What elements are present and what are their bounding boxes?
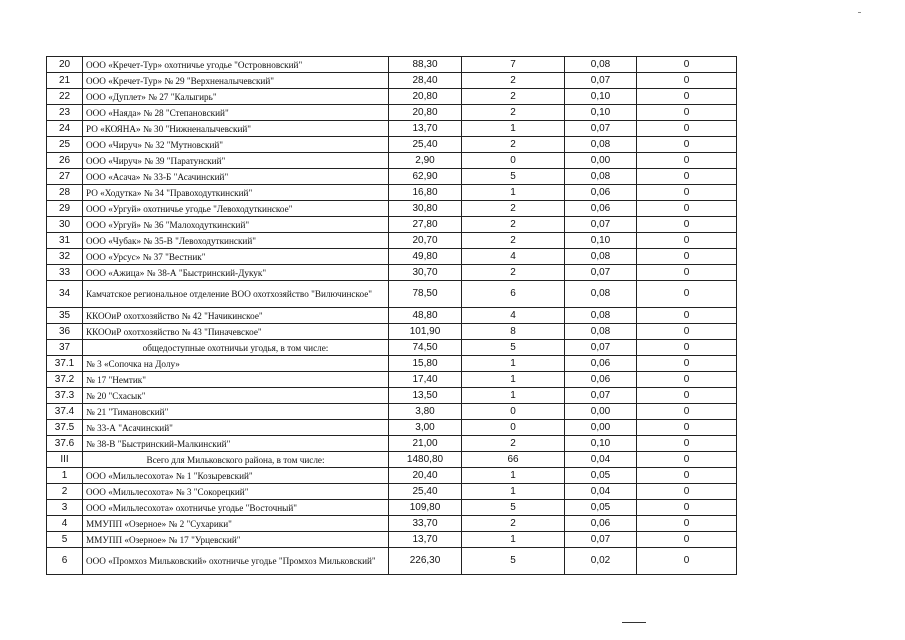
row-area: 27,80 [389,217,462,233]
row-number: 30 [47,217,83,233]
table-row [47,484,737,500]
row-quota: 0 [637,500,737,516]
row-count: 8 [462,324,565,340]
row-count: 1 [462,388,565,404]
table-row [47,324,737,340]
row-quota: 0 [637,201,737,217]
table-row [47,404,737,420]
row-number: 28 [47,185,83,201]
row-area: 88,30 [389,57,462,73]
scan-speck [858,12,861,13]
table-row [47,388,737,404]
row-area: 3,00 [389,420,462,436]
row-count: 2 [462,201,565,217]
row-quota: 0 [637,105,737,121]
row-count: 1 [462,185,565,201]
row-name: ООО «Чубак» № 35-В "Левоходуткинский" [83,233,389,249]
row-count: 5 [462,500,565,516]
hunting-grounds-table [46,56,737,575]
row-density: 0,06 [565,201,637,217]
row-density: 0,08 [565,137,637,153]
table-row [47,137,737,153]
row-quota: 0 [637,356,737,372]
row-quota: 0 [637,484,737,500]
row-quota: 0 [637,324,737,340]
row-quota: 0 [637,89,737,105]
row-name: ООО «Ажица» № 38-А "Быстринский-Дукук" [83,265,389,281]
row-area: 49,80 [389,249,462,265]
table-row [47,548,737,575]
table-row [47,372,737,388]
row-quota: 0 [637,233,737,249]
row-count: 5 [462,548,565,575]
row-number: 29 [47,201,83,217]
row-name: № 3 «Сопочка на Долу» [83,356,389,372]
table-row [47,121,737,137]
row-area: 62,90 [389,169,462,185]
row-name: № 17 "Немтик" [83,372,389,388]
row-number: 32 [47,249,83,265]
row-count: 66 [462,452,565,468]
row-density: 0,00 [565,153,637,169]
row-density: 0,08 [565,57,637,73]
row-quota: 0 [637,404,737,420]
table-row [47,532,737,548]
row-number: 37.1 [47,356,83,372]
row-number: 33 [47,265,83,281]
row-count: 2 [462,137,565,153]
row-quota: 0 [637,468,737,484]
row-quota: 0 [637,281,737,308]
table-row [47,420,737,436]
table-row [47,340,737,356]
row-name: ООО «Чируч» № 32 "Мутновский" [83,137,389,153]
row-quota: 0 [637,217,737,233]
table-row [47,500,737,516]
row-quota: 0 [637,121,737,137]
row-density: 0,07 [565,217,637,233]
row-quota: 0 [637,436,737,452]
row-count: 5 [462,169,565,185]
table-row [47,249,737,265]
row-count: 5 [462,340,565,356]
row-area: 13,70 [389,532,462,548]
row-area: 20,40 [389,468,462,484]
row-number: 26 [47,153,83,169]
row-area: 101,90 [389,324,462,340]
row-number: III [47,452,83,468]
table-row [47,105,737,121]
row-density: 0,04 [565,452,637,468]
table-row [47,169,737,185]
row-number: 31 [47,233,83,249]
row-density: 0,07 [565,388,637,404]
row-density: 0,02 [565,548,637,575]
row-quota: 0 [637,265,737,281]
table-row [47,281,737,308]
row-count: 4 [462,308,565,324]
row-quota: 0 [637,372,737,388]
row-density: 0,06 [565,185,637,201]
row-number: 37 [47,340,83,356]
row-number: 20 [47,57,83,73]
row-area: 48,80 [389,308,462,324]
row-density: 0,08 [565,169,637,185]
row-density: 0,10 [565,105,637,121]
table-row [47,468,737,484]
table-row [47,201,737,217]
row-number: 37.3 [47,388,83,404]
row-count: 7 [462,57,565,73]
table-row [47,217,737,233]
row-number: 21 [47,73,83,89]
row-number: 4 [47,516,83,532]
table-row [47,233,737,249]
table-row [47,73,737,89]
row-count: 2 [462,73,565,89]
row-quota: 0 [637,548,737,575]
row-count: 2 [462,436,565,452]
row-area: 13,50 [389,388,462,404]
row-count: 2 [462,265,565,281]
row-density: 0,07 [565,532,637,548]
row-number: 37.2 [47,372,83,388]
row-density: 0,08 [565,249,637,265]
row-area: 78,50 [389,281,462,308]
row-name: ООО «Урсус» № 37 "Вестник" [83,249,389,265]
row-name: Камчатское региональное отделение ВОО охотхозяйство "Вилючинское" [83,281,389,308]
row-count: 2 [462,89,565,105]
row-name: № 38-В "Быстринский-Малкинский" [83,436,389,452]
row-number: 3 [47,500,83,516]
row-area: 28,40 [389,73,462,89]
row-number: 37.6 [47,436,83,452]
row-density: 0,10 [565,89,637,105]
row-density: 0,07 [565,121,637,137]
table-row [47,265,737,281]
row-quota: 0 [637,532,737,548]
row-density: 0,06 [565,516,637,532]
row-area: 74,50 [389,340,462,356]
row-count: 1 [462,121,565,137]
row-density: 0,06 [565,372,637,388]
row-density: 0,10 [565,233,637,249]
row-count: 2 [462,217,565,233]
row-density: 0,08 [565,324,637,340]
row-name: ООО «Асача» № 33-Б "Асачинский" [83,169,389,185]
row-number: 22 [47,89,83,105]
page-footer-line [622,622,646,623]
row-count: 0 [462,153,565,169]
row-name: ООО «Мильлесохота» охотничье угодье "Восточный" [83,500,389,516]
row-number: 36 [47,324,83,340]
row-name: № 21 "Тимановский" [83,404,389,420]
row-count: 0 [462,404,565,420]
row-number: 35 [47,308,83,324]
row-area: 30,70 [389,265,462,281]
row-number: 2 [47,484,83,500]
row-density: 0,06 [565,356,637,372]
row-area: 25,40 [389,484,462,500]
row-name: ММУПП «Озерное» № 2 "Сухарики" [83,516,389,532]
row-quota: 0 [637,137,737,153]
row-density: 0,08 [565,308,637,324]
row-area: 226,30 [389,548,462,575]
table-row [47,57,737,73]
row-count: 1 [462,484,565,500]
row-area: 30,80 [389,201,462,217]
row-quota: 0 [637,308,737,324]
row-density: 0,07 [565,340,637,356]
row-count: 4 [462,249,565,265]
row-count: 1 [462,468,565,484]
row-name: ООО «Кречет-Тур» охотничье угодье "Островновский" [83,57,389,73]
row-quota: 0 [637,388,737,404]
row-count: 2 [462,516,565,532]
row-density: 0,00 [565,404,637,420]
table-row [47,185,737,201]
row-count: 1 [462,372,565,388]
row-number: 27 [47,169,83,185]
row-density: 0,05 [565,468,637,484]
row-name: ООО «Ургуй» охотничье угодье "Левоходуткинское" [83,201,389,217]
row-quota: 0 [637,185,737,201]
row-number: 34 [47,281,83,308]
row-area: 2,90 [389,153,462,169]
row-name: № 20 "Схасык" [83,388,389,404]
row-density: 0,08 [565,281,637,308]
row-area: 20,80 [389,105,462,121]
row-quota: 0 [637,153,737,169]
row-number: 37.4 [47,404,83,420]
row-name: ККООиР охотхозяйство № 42 "Начикинское" [83,308,389,324]
row-quota: 0 [637,452,737,468]
row-name: ООО «Чируч» № 39 "Паратунский" [83,153,389,169]
row-name: ООО «Ургуй» № 36 "Малоходуткинский" [83,217,389,233]
row-name: ООО «Мильлесохота» № 1 "Козыревский" [83,468,389,484]
row-name: РО «КОЯНА» № 30 "Нижненалычевский" [83,121,389,137]
row-name: ООО «Кречет-Тур» № 29 "Верхненалычевский" [83,73,389,89]
row-density: 0,07 [565,73,637,89]
row-name: ККООиР охотхозяйство № 43 "Пиначевское" [83,324,389,340]
row-number: 37.5 [47,420,83,436]
table-row [47,356,737,372]
row-area: 3,80 [389,404,462,420]
row-name: № 33-А "Асачинский" [83,420,389,436]
row-count: 0 [462,420,565,436]
row-number: 24 [47,121,83,137]
row-density: 0,04 [565,484,637,500]
row-area: 17,40 [389,372,462,388]
row-name: ООО «Промхоз Мильковский» охотничье угодье "Промхоз Мильковский" [83,548,389,575]
row-area: 20,80 [389,89,462,105]
row-area: 25,40 [389,137,462,153]
row-quota: 0 [637,340,737,356]
row-name: РО «Ходутка» № 34 "Правоходуткинский" [83,185,389,201]
row-name: ООО «Мильлесохота» № 3 "Сокорецкий" [83,484,389,500]
row-quota: 0 [637,249,737,265]
row-area: 21,00 [389,436,462,452]
row-density: 0,07 [565,265,637,281]
row-name: Всего для Мильковского района, в том числе: [83,452,389,468]
row-density: 0,10 [565,436,637,452]
row-count: 1 [462,356,565,372]
row-area: 109,80 [389,500,462,516]
row-density: 0,05 [565,500,637,516]
table-row [47,153,737,169]
row-count: 2 [462,233,565,249]
table-row [47,516,737,532]
row-area: 1480,80 [389,452,462,468]
row-name: ООО «Дуплет» № 27 "Калыгирь" [83,89,389,105]
row-area: 13,70 [389,121,462,137]
row-density: 0,00 [565,420,637,436]
row-number: 5 [47,532,83,548]
row-count: 1 [462,532,565,548]
row-area: 33,70 [389,516,462,532]
row-quota: 0 [637,420,737,436]
row-count: 2 [462,105,565,121]
table-row [47,89,737,105]
row-quota: 0 [637,169,737,185]
row-area: 16,80 [389,185,462,201]
table-body [47,57,737,575]
row-name: общедоступные охотничьи угодья, в том числе: [83,340,389,356]
row-number: 23 [47,105,83,121]
row-count: 6 [462,281,565,308]
row-quota: 0 [637,516,737,532]
document-page [46,56,737,575]
row-name: ООО «Наяда» № 28 "Степановский" [83,105,389,121]
row-quota: 0 [637,73,737,89]
row-name: ММУПП «Озерное» № 17 "Урцевский" [83,532,389,548]
row-number: 25 [47,137,83,153]
row-number: 1 [47,468,83,484]
table-row [47,308,737,324]
table-row [47,452,737,468]
row-number: 6 [47,548,83,575]
row-area: 15,80 [389,356,462,372]
row-quota: 0 [637,57,737,73]
row-area: 20,70 [389,233,462,249]
table-row [47,436,737,452]
